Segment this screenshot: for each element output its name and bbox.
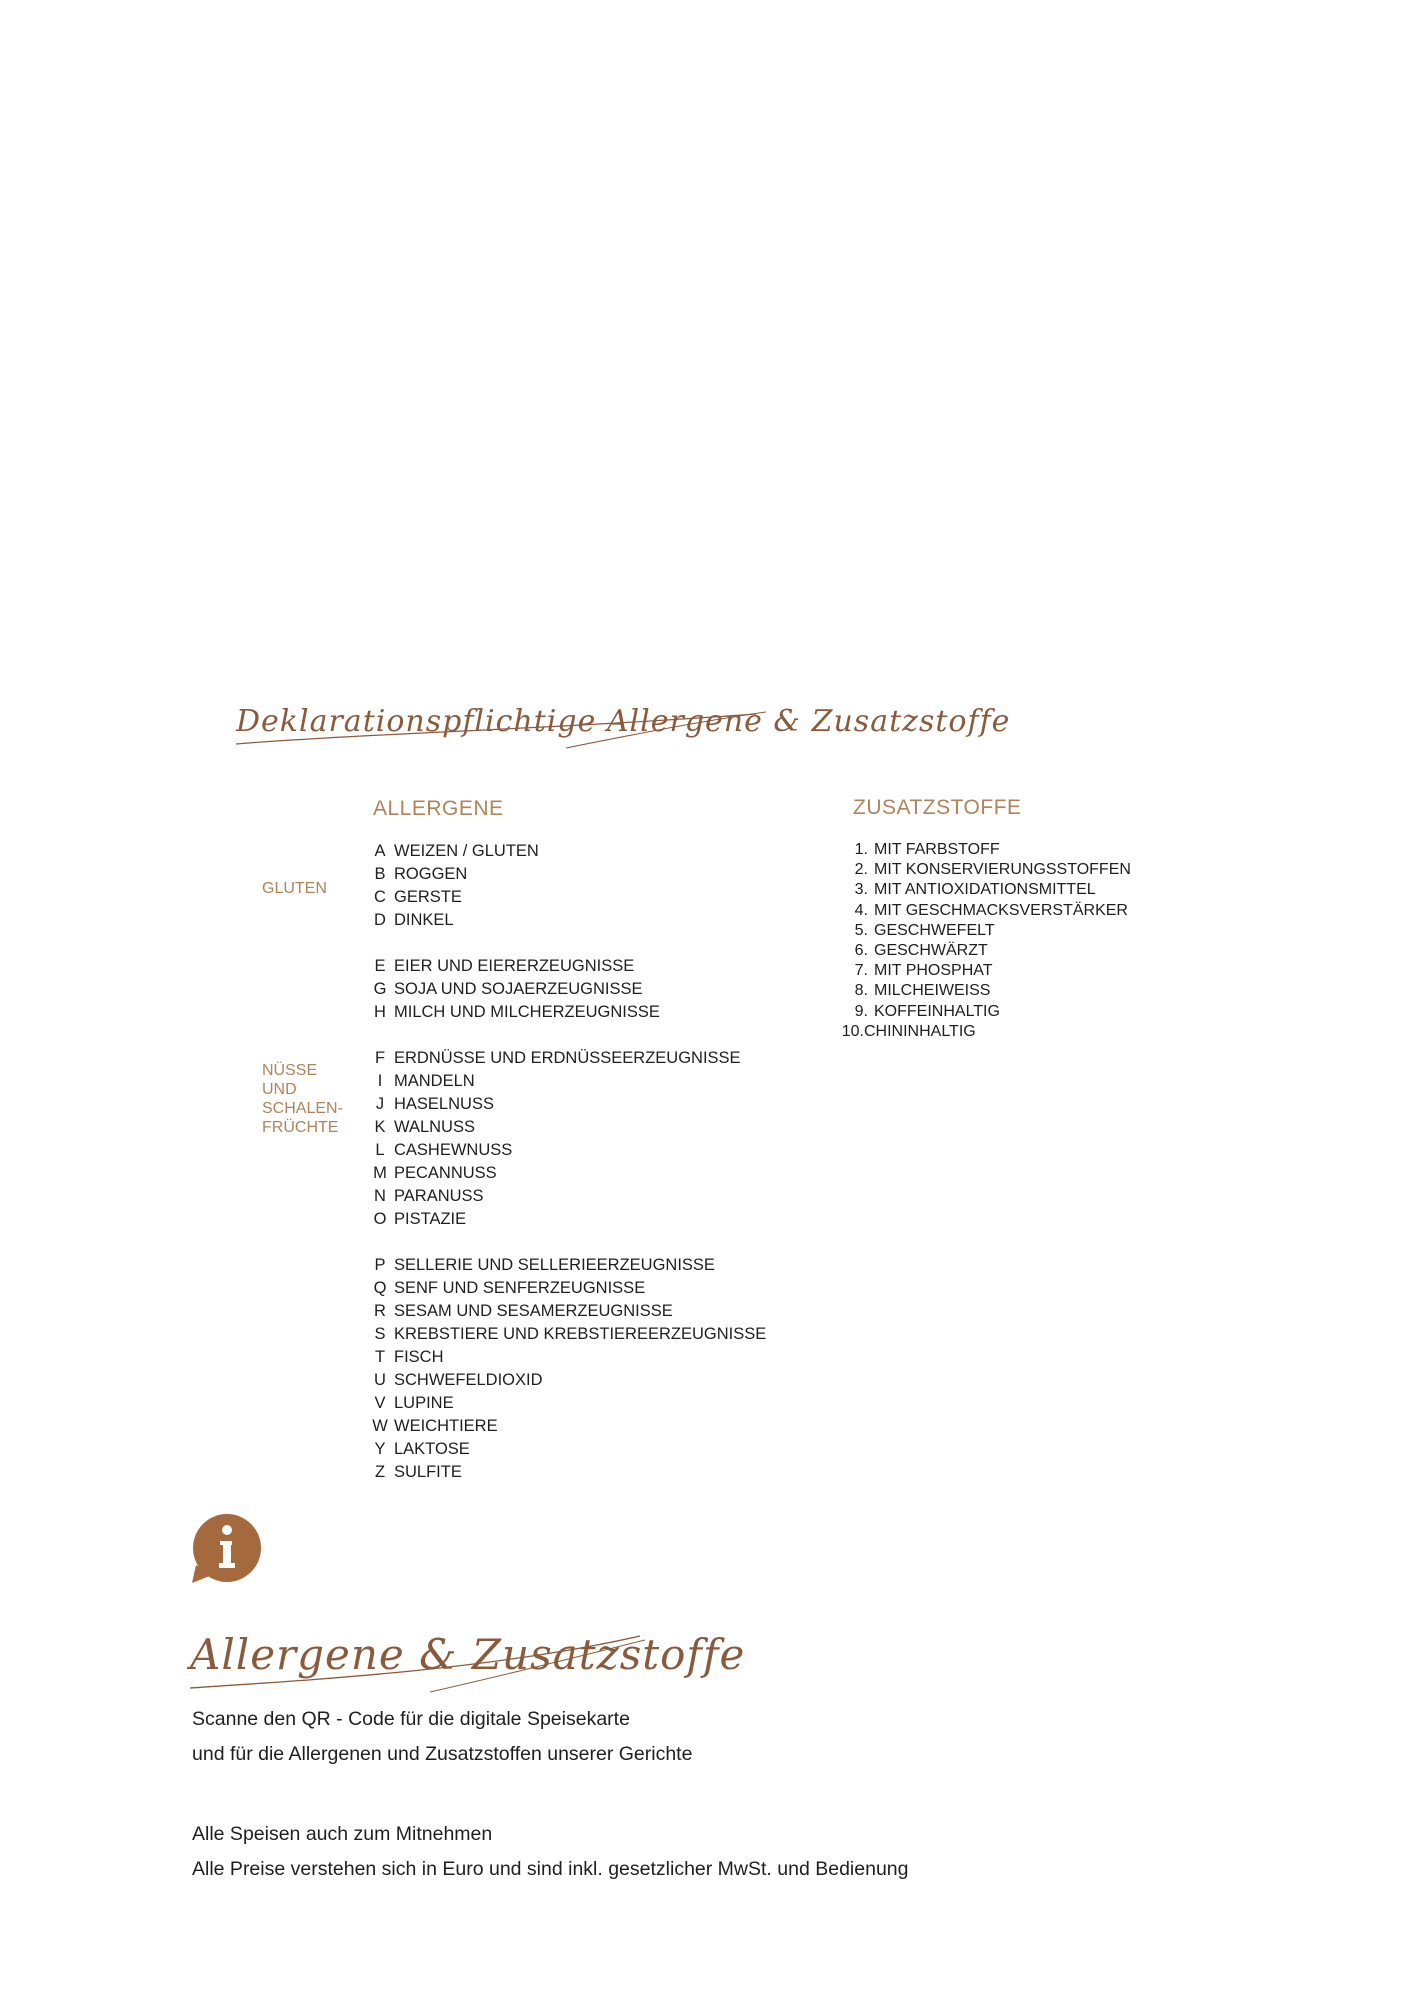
allergen-name: LAKTOSE xyxy=(394,1440,470,1458)
allergen-row xyxy=(366,1346,766,1369)
allergen-name: WALNUSS xyxy=(394,1118,475,1136)
allergen-name: EIER UND EIERERZEUGNISSE xyxy=(394,957,635,975)
allergen-row xyxy=(366,1438,766,1461)
zusatz-row xyxy=(838,961,1131,981)
allergen-row xyxy=(366,1139,741,1162)
allergen-name: SOJA UND SOJAERZEUGNISSE xyxy=(394,980,643,998)
allergen-row xyxy=(366,1208,741,1231)
allergen-name: LUPINE xyxy=(394,1394,454,1412)
zusatzstoffe-heading: ZUSATZSTOFFE xyxy=(853,796,1022,819)
allergen-row xyxy=(366,863,539,886)
allergen-code: P xyxy=(374,1256,386,1274)
zusatz-number: 8. xyxy=(854,982,868,1000)
price-note: Alle Preise verstehen sich in Euro und sind inkl. gesetzlicher MwSt. und Bedienung xyxy=(192,1858,909,1880)
allergen-row xyxy=(366,1047,741,1070)
allergen-code: G xyxy=(373,980,387,998)
group-label-nuts-line: NÜSSE xyxy=(262,1062,318,1079)
allergen-name: SENF UND SENFERZEUGNISSE xyxy=(394,1279,646,1297)
zusatz-number: 1. xyxy=(854,841,868,859)
allergen-row xyxy=(366,1116,741,1139)
allergen-code: B xyxy=(374,865,386,883)
zusatz-row xyxy=(838,840,1131,860)
allergen-code: F xyxy=(374,1049,386,1067)
group-label-nuts xyxy=(262,1061,362,1137)
zusatz-row xyxy=(838,1022,1131,1042)
allergen-code: K xyxy=(374,1118,386,1136)
zusatz-name: MIT KONSERVIERUNGSSTOFFEN xyxy=(874,861,1131,879)
allergen-code: V xyxy=(374,1394,386,1412)
takeaway-note: Alle Speisen auch zum Mitnehmen xyxy=(192,1823,493,1845)
allergen-group-nuts xyxy=(366,1047,741,1231)
allergen-row xyxy=(366,1254,766,1277)
allergen-name: KREBSTIERE UND KREBSTIEREERZEUGNISSE xyxy=(394,1325,767,1343)
allergen-code: R xyxy=(374,1302,386,1320)
allergen-code: O xyxy=(373,1210,387,1228)
zusatz-row xyxy=(838,981,1131,1001)
allergen-group-misc xyxy=(366,1254,766,1484)
zusatz-row xyxy=(838,860,1131,880)
allergen-row xyxy=(366,1162,741,1185)
declaration-title: Deklarationspflichtige Allergene & Zusatzstoffe xyxy=(236,704,1010,739)
allergen-code: E xyxy=(374,957,386,975)
allergen-name: HASELNUSS xyxy=(394,1095,494,1113)
zusatz-name: MIT FARBSTOFF xyxy=(874,841,1000,859)
group-label-gluten: GLUTEN xyxy=(262,880,327,897)
zusatz-row xyxy=(838,1002,1131,1022)
allergen-name: WEICHTIERE xyxy=(394,1417,498,1435)
allergen-row xyxy=(366,1300,766,1323)
allergen-code: N xyxy=(374,1187,386,1205)
zusatz-name: MIT PHOSPHAT xyxy=(874,962,993,980)
allergen-code: Y xyxy=(374,1440,386,1458)
allergen-name: ERDNÜSSE UND ERDNÜSSEERZEUGNISSE xyxy=(394,1049,741,1067)
allergen-group-gluten xyxy=(366,840,539,932)
allergen-code: S xyxy=(374,1325,386,1343)
allergen-code: Z xyxy=(374,1463,386,1481)
qr-code-hint-line-1: Scanne den QR - Code für die digitale Speisekarte xyxy=(192,1708,630,1730)
allergene-heading: ALLERGENE xyxy=(373,797,504,820)
group-label-nuts-line: UND xyxy=(262,1081,297,1098)
allergen-name: GERSTE xyxy=(394,888,462,906)
allergen-code: W xyxy=(372,1417,388,1435)
zusatz-number: 5. xyxy=(854,921,868,939)
allergen-name: DINKEL xyxy=(394,911,454,929)
allergen-row xyxy=(366,1277,766,1300)
zusatz-name: MIT GESCHMACKSVERSTÄRKER xyxy=(874,901,1128,919)
zusatz-name: GESCHWÄRZT xyxy=(874,942,988,960)
allergen-name: SESAM UND SESAMERZEUGNISSE xyxy=(394,1302,673,1320)
allergen-name: PECANNUSS xyxy=(394,1164,497,1182)
allergen-row xyxy=(366,1070,741,1093)
allergen-code: Q xyxy=(373,1279,387,1297)
zusatz-number: 4. xyxy=(854,901,868,919)
allergen-name: SULFITE xyxy=(394,1463,462,1481)
allergen-code: U xyxy=(374,1371,386,1389)
allergen-code: T xyxy=(374,1348,386,1366)
allergen-row xyxy=(366,886,539,909)
allergen-name: SELLERIE UND SELLERIEERZEUGNISSE xyxy=(394,1256,715,1274)
allergen-name: SCHWEFELDIOXID xyxy=(394,1371,543,1389)
zusatz-row xyxy=(838,901,1131,921)
allergene-zusatzstoffe-title: Allergene & Zusatzstoffe xyxy=(190,1630,745,1679)
zusatz-number: 7. xyxy=(854,962,868,980)
allergen-row xyxy=(366,1392,766,1415)
allergen-group-other xyxy=(366,955,660,1024)
allergen-row xyxy=(366,840,539,863)
allergen-name: PISTAZIE xyxy=(394,1210,467,1228)
allergen-row xyxy=(366,1369,766,1392)
zusatz-name: MILCHEIWEISS xyxy=(874,982,991,1000)
zusatz-name: MIT ANTIOXIDATIONSMITTEL xyxy=(874,881,1096,899)
allergen-code: I xyxy=(377,1072,383,1090)
allergen-row xyxy=(366,1461,766,1484)
zusatz-number: 2. xyxy=(854,861,868,879)
zusatz-number: 9. xyxy=(854,1002,868,1020)
allergen-row xyxy=(366,1185,741,1208)
zusatz-name: GESCHWEFELT xyxy=(874,921,995,939)
allergen-row xyxy=(366,1001,660,1024)
zusatz-number: 3. xyxy=(854,881,868,899)
allergen-row xyxy=(366,1093,741,1116)
zusatz-row xyxy=(838,880,1131,900)
zusatz-row xyxy=(838,941,1131,961)
allergen-row xyxy=(366,1415,766,1438)
allergen-name: FISCH xyxy=(394,1348,444,1366)
allergen-code: C xyxy=(374,888,386,906)
qr-code-hint-line-2: und für die Allergenen und Zusatzstoffen unserer Gerichte xyxy=(192,1743,693,1765)
allergen-row xyxy=(366,955,660,978)
allergen-code: A xyxy=(374,842,386,860)
zusatz-name: KOFFEINHALTIG xyxy=(874,1002,1000,1020)
allergen-name: CASHEWNUSS xyxy=(394,1141,513,1159)
allergen-row xyxy=(366,1323,766,1346)
zusatz-number: 10. xyxy=(841,1022,864,1040)
allergen-name: PARANUSS xyxy=(394,1187,484,1205)
info-speech-bubble-icon xyxy=(190,1513,262,1585)
allergen-code: H xyxy=(374,1003,386,1021)
zusatz-number: 6. xyxy=(854,942,868,960)
allergen-name: MANDELN xyxy=(394,1072,475,1090)
allergen-name: ROGGEN xyxy=(394,865,468,883)
allergen-code: D xyxy=(374,911,386,929)
allergen-name: WEIZEN / GLUTEN xyxy=(394,842,539,860)
zusatz-name: CHININHALTIG xyxy=(864,1022,976,1040)
zusatzstoffe-list xyxy=(838,840,1131,1042)
zusatz-row xyxy=(838,921,1131,941)
allergen-code: J xyxy=(375,1095,385,1113)
allergen-row xyxy=(366,909,539,932)
allergen-name: MILCH UND MILCHERZEUGNISSE xyxy=(394,1003,660,1021)
group-label-nuts-line: FRÜCHTE xyxy=(262,1119,339,1136)
allergen-row xyxy=(366,978,660,1001)
group-label-nuts-line: SCHALEN- xyxy=(262,1100,343,1117)
allergen-code: L xyxy=(375,1141,385,1159)
allergen-code: M xyxy=(373,1164,387,1182)
